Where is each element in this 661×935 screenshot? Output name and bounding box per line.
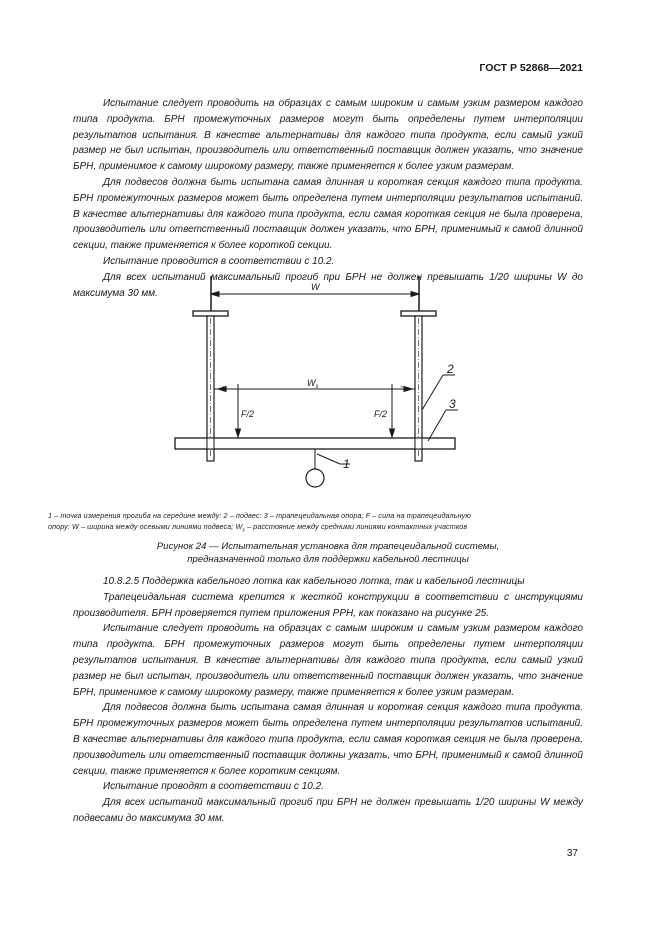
right-hanger-plate bbox=[401, 311, 436, 316]
paragraph: Для всех испытаний максимальный прогиб при БРН не должен превышать 1/20 ширины W до максимума 30 мм. bbox=[73, 271, 583, 299]
paragraph: Испытание следует проводить на образцах с самым широким и самым узким размером каждого типа продукта. БРН промежуточных размеров могут быть определены путем интерполяции результатов испытания. В качестве альтернативы для каждого типа продукта, если самый узкий размер не был испытан, производитель или ответственный поставщик должен указать, что значение БРН, применимое к самому широкому размеру, также применяется к более узким размерам. bbox=[73, 98, 583, 173]
force-arrow-right bbox=[390, 429, 395, 437]
equal-marker-left: = bbox=[222, 383, 228, 393]
callout-leader-1 bbox=[317, 454, 340, 464]
paragraph: Испытание проводится в соответствии с 10.2. bbox=[103, 255, 335, 267]
bottom-text-block bbox=[73, 574, 583, 827]
callout-leader-2 bbox=[422, 375, 443, 410]
legend-line: опору: W – ширина между осевыми линиями подвеса; $W_s$ – расстояние между средними линиями контактных участков bbox=[48, 522, 468, 534]
left-hanger-plate bbox=[193, 311, 228, 316]
label-w: W bbox=[311, 282, 320, 292]
arrow-right bbox=[411, 292, 419, 297]
equal-marker-right: = bbox=[400, 383, 406, 393]
label-force-left: F/2 bbox=[241, 409, 255, 419]
paragraph: Трапецеидальная система крепится к жесткой конструкции в соответствии с инструкциями производителя. БРН проверяется путем приложения РРН, как показано на рисунке 25. bbox=[73, 591, 583, 619]
measure-gauge bbox=[306, 469, 324, 487]
paragraph: Для подвесов должна быть испытана самая длинная и короткая секция каждого типа продукта. БРН промежуточных размеров может быть определена путем интерполяции результатов испытаний. В качестве альтернативы для каждого типа продукта, если самая короткая секция не была проверена, производитель или ответственный поставщик должны указать, что БРН, применимый к самой длинной секции, также применяется к более коротким секциям. bbox=[73, 702, 583, 777]
arrow-left bbox=[211, 292, 219, 297]
page-number: 37 bbox=[566, 848, 578, 859]
paragraph: Испытание следует проводить на образцах с самым широким и самым узким размером каждого типа продукта. БРН промежуточных размеров могут быть определены путем интерполяции результатов испытания. В качестве альтернативы для каждого типа продукта, если самый узкий размер не был испытан, производитель или ответственный поставщик должен указать, что значение БРН, применимое к самому широкому размеру, также применяется к более узким размерам. bbox=[73, 623, 583, 698]
trapeze-beam bbox=[175, 438, 455, 449]
callout-number-3: 3 bbox=[449, 397, 456, 411]
paragraph: Для всех испытаний максимальный прогиб при БРН не должен превышать 1/20 ширины W между подвесами до максимума 30 мм. bbox=[73, 797, 583, 824]
callout-number-1: 1 bbox=[343, 457, 350, 471]
force-arrow-left bbox=[236, 429, 241, 437]
legend-line: 1 – точка измерения прогиба на середине между: 2 – подвес: 3 – трапецеидальная опора; F – сила на трапецеидальную bbox=[48, 511, 471, 520]
figure-caption: Рисунок 24 — Испытательная установка для трапецеидальной системы, предназначенной только для поддержки кабельной лестницы bbox=[156, 541, 500, 565]
paragraph: Для подвесов должна быть испытана самая длинная и короткая секция каждого типа продукта. БРН промежуточных размеров может быть определена путем интерполяции результатов испытаний. В качестве альтернативы для каждого типа продукта, если самая короткая секция не была проверена, производитель или ответственный поставщик должен указать, что БРН, применимый к самой длинной секции, также применяется к более короткой секции. bbox=[73, 176, 583, 252]
figure-legend bbox=[48, 510, 588, 536]
label-ws: $W_s$ bbox=[307, 378, 319, 390]
paragraph: Испытание проводят в соответствии с 10.2. bbox=[103, 781, 324, 793]
section-heading: 10.8.2.5 Поддержка кабельного лотка как кабельного лотка, так и кабельной лестницы bbox=[103, 576, 525, 587]
callout-leader-3 bbox=[428, 410, 446, 441]
label-force-right: F/2 bbox=[374, 409, 388, 419]
callout-number-2: 2 bbox=[447, 362, 454, 376]
document-header: ГОСТ Р 52868—2021 bbox=[479, 62, 583, 74]
